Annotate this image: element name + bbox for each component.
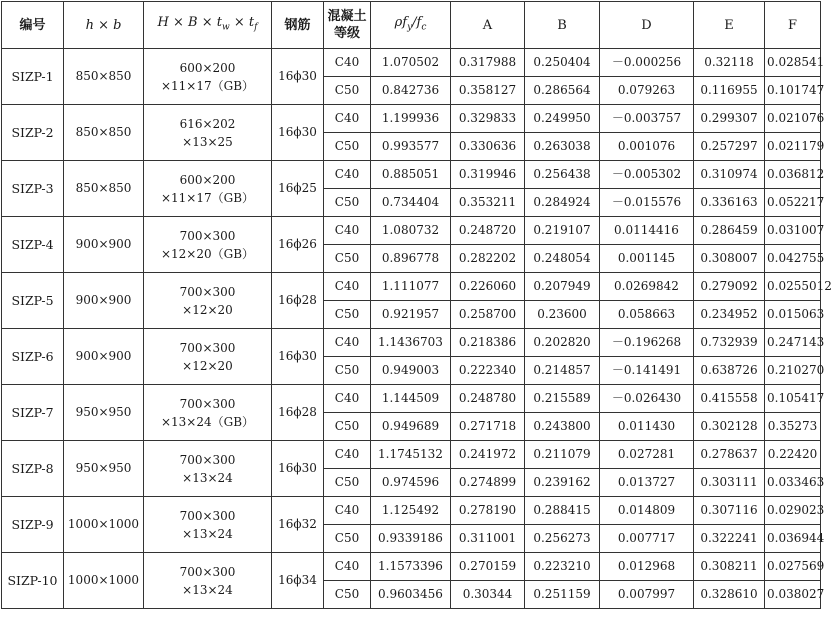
value-b: 0.202820: [525, 329, 600, 357]
table-header: [2, 2, 821, 49]
table-row: [2, 49, 821, 77]
concrete-grade: C40: [324, 161, 371, 189]
value-e: 0.336163: [694, 189, 765, 217]
value-e: 0.302128: [694, 413, 765, 441]
value-d: －0.003757: [600, 105, 694, 133]
value-b: 0.263038: [525, 133, 600, 161]
value-ratio: 1.111077: [371, 273, 451, 301]
section-size: 950×950: [64, 385, 144, 441]
section-size: 850×850: [64, 49, 144, 105]
value-f: 0.033463: [765, 469, 821, 497]
concrete-grade: C40: [324, 217, 371, 245]
value-d: 0.058663: [600, 301, 694, 329]
value-e: 0.322241: [694, 525, 765, 553]
concrete-grade: C50: [324, 469, 371, 497]
table-row: [2, 161, 821, 189]
specimen-id: SIZP-1: [2, 49, 64, 105]
value-a: 0.258700: [451, 301, 525, 329]
value-b: 0.249950: [525, 105, 600, 133]
value-b: 0.207949: [525, 273, 600, 301]
value-f: 0.036812: [765, 161, 821, 189]
value-a: 0.241972: [451, 441, 525, 469]
header-steel-section: $H \times B \times t_w \times t_f$: [144, 2, 272, 49]
value-f: 0.028541: [765, 49, 821, 77]
rebar: 16ϕ30: [272, 329, 324, 385]
value-ratio: 0.993577: [371, 133, 451, 161]
value-a: 0.274899: [451, 469, 525, 497]
table-row: [2, 497, 821, 525]
value-ratio: 0.896778: [371, 245, 451, 273]
value-b: 0.251159: [525, 581, 600, 609]
steel-section: 700×300 ×13×24: [144, 553, 272, 609]
concrete-grade: C50: [324, 581, 371, 609]
value-a: 0.222340: [451, 357, 525, 385]
rebar: 16ϕ25: [272, 161, 324, 217]
specimen-id: SIZP-5: [2, 273, 64, 329]
rebar: 16ϕ30: [272, 49, 324, 105]
value-ratio: 0.949003: [371, 357, 451, 385]
value-d: 0.014809: [600, 497, 694, 525]
concrete-grade: C40: [324, 105, 371, 133]
specimen-id: SIZP-7: [2, 385, 64, 441]
value-a: 0.353211: [451, 189, 525, 217]
value-d: －0.141491: [600, 357, 694, 385]
concrete-grade: C50: [324, 133, 371, 161]
header-concrete-grade: 混凝土 等级: [324, 2, 371, 49]
value-e: 0.279092: [694, 273, 765, 301]
parameter-table: [1, 1, 832, 609]
value-f: 0.036944: [765, 525, 821, 553]
concrete-grade: C40: [324, 441, 371, 469]
value-a: 0.278190: [451, 497, 525, 525]
steel-section: 600×200 ×11×17（GB）: [144, 161, 272, 217]
value-b: 0.239162: [525, 469, 600, 497]
specimen-id: SIZP-8: [2, 441, 64, 497]
concrete-grade: C50: [324, 77, 371, 105]
concrete-grade: C40: [324, 49, 371, 77]
value-a: 0.330636: [451, 133, 525, 161]
steel-section: 700×300 ×12×20（GB）: [144, 217, 272, 273]
value-d: 0.007997: [600, 581, 694, 609]
value-a: 0.218386: [451, 329, 525, 357]
concrete-grade: C50: [324, 413, 371, 441]
concrete-grade: C40: [324, 385, 371, 413]
table-row: [2, 217, 821, 245]
table-row: [2, 273, 821, 301]
value-e: 0.310974: [694, 161, 765, 189]
value-b: 0.250404: [525, 49, 600, 77]
specimen-id: SIZP-4: [2, 217, 64, 273]
value-b: 0.256273: [525, 525, 600, 553]
value-e: 0.308211: [694, 553, 765, 581]
rebar: 16ϕ30: [272, 105, 324, 161]
header-e: E: [694, 2, 765, 49]
value-e: 0.308007: [694, 245, 765, 273]
value-d: 0.001145: [600, 245, 694, 273]
value-a: 0.271718: [451, 413, 525, 441]
value-f: 0.031007: [765, 217, 821, 245]
value-e: 0.732939: [694, 329, 765, 357]
value-e: 0.257297: [694, 133, 765, 161]
concrete-grade: C50: [324, 245, 371, 273]
value-d: 0.079263: [600, 77, 694, 105]
steel-section: 700×300 ×12×20: [144, 329, 272, 385]
value-e: 0.638726: [694, 357, 765, 385]
value-ratio: 1.125492: [371, 497, 451, 525]
value-b: 0.256438: [525, 161, 600, 189]
specimen-id: SIZP-10: [2, 553, 64, 609]
value-b: 0.219107: [525, 217, 600, 245]
rebar: 16ϕ32: [272, 497, 324, 553]
value-b: 0.243800: [525, 413, 600, 441]
value-ratio: 0.921957: [371, 301, 451, 329]
value-f: 0.021179: [765, 133, 821, 161]
value-b: 0.214857: [525, 357, 600, 385]
value-f: 0.0255012: [765, 273, 821, 301]
value-a: 0.317988: [451, 49, 525, 77]
specimen-id: SIZP-9: [2, 497, 64, 553]
concrete-grade: C50: [324, 301, 371, 329]
value-d: 0.012968: [600, 553, 694, 581]
header-reinforcement-ratio: $\rho f_y/f_c$: [371, 2, 451, 49]
value-e: 0.32118: [694, 49, 765, 77]
value-e: 0.286459: [694, 217, 765, 245]
value-ratio: 1.080732: [371, 217, 451, 245]
rebar: 16ϕ30: [272, 441, 324, 497]
value-ratio: 1.1573396: [371, 553, 451, 581]
value-b: 0.248054: [525, 245, 600, 273]
concrete-grade: C40: [324, 273, 371, 301]
section-size: 950×950: [64, 441, 144, 497]
section-size: 1000×1000: [64, 497, 144, 553]
table-row: [2, 329, 821, 357]
header-rebar: 钢筋: [272, 2, 324, 49]
header-a: A: [451, 2, 525, 49]
concrete-grade: C40: [324, 553, 371, 581]
header-d: D: [600, 2, 694, 49]
section-size: 850×850: [64, 105, 144, 161]
steel-section: 616×202 ×13×25: [144, 105, 272, 161]
value-d: －0.015576: [600, 189, 694, 217]
value-b: 0.286564: [525, 77, 600, 105]
value-f: 0.038027: [765, 581, 821, 609]
value-b: 0.215589: [525, 385, 600, 413]
value-d: 0.001076: [600, 133, 694, 161]
value-d: 0.027281: [600, 441, 694, 469]
section-size: 900×900: [64, 273, 144, 329]
value-f: 0.101747: [765, 77, 821, 105]
value-ratio: 1.1745132: [371, 441, 451, 469]
value-ratio: 0.9339186: [371, 525, 451, 553]
value-ratio: 0.949689: [371, 413, 451, 441]
value-d: －0.026430: [600, 385, 694, 413]
table-body: [2, 49, 832, 609]
table-row: [2, 385, 821, 413]
rebar: 16ϕ26: [272, 217, 324, 273]
value-a: 0.248780: [451, 385, 525, 413]
value-d: 0.007717: [600, 525, 694, 553]
concrete-grade: C40: [324, 329, 371, 357]
value-b: 0.223210: [525, 553, 600, 581]
value-a: 0.282202: [451, 245, 525, 273]
value-d: 0.011430: [600, 413, 694, 441]
value-d: 0.013727: [600, 469, 694, 497]
value-e: 0.278637: [694, 441, 765, 469]
value-f: 0.042755: [765, 245, 821, 273]
specimen-id: SIZP-3: [2, 161, 64, 217]
value-e: 0.234952: [694, 301, 765, 329]
value-ratio: 1.199936: [371, 105, 451, 133]
value-e: 0.415558: [694, 385, 765, 413]
value-b: 0.288415: [525, 497, 600, 525]
value-a: 0.358127: [451, 77, 525, 105]
value-f: 0.210270: [765, 357, 821, 385]
section-size: 1000×1000: [64, 553, 144, 609]
value-d: 0.0114416: [600, 217, 694, 245]
value-a: 0.226060: [451, 273, 525, 301]
specimen-id: SIZP-6: [2, 329, 64, 385]
value-ratio: 0.885051: [371, 161, 451, 189]
value-f: 0.247143: [765, 329, 821, 357]
value-ratio: 1.1436703: [371, 329, 451, 357]
steel-section: 700×300 ×12×20: [144, 273, 272, 329]
value-ratio: 1.070502: [371, 49, 451, 77]
value-f: 0.35273: [765, 413, 821, 441]
value-f: 0.052217: [765, 189, 821, 217]
concrete-grade: C50: [324, 189, 371, 217]
value-b: 0.23600: [525, 301, 600, 329]
value-ratio: 1.144509: [371, 385, 451, 413]
value-f: 0.22420: [765, 441, 821, 469]
concrete-grade: C50: [324, 525, 371, 553]
specimen-id: SIZP-2: [2, 105, 64, 161]
steel-section: 700×300 ×13×24（GB）: [144, 385, 272, 441]
value-e: 0.116955: [694, 77, 765, 105]
table-row: [2, 441, 821, 469]
steel-section: 700×300 ×13×24: [144, 441, 272, 497]
value-b: 0.284924: [525, 189, 600, 217]
value-a: 0.248720: [451, 217, 525, 245]
header-b: B: [525, 2, 600, 49]
section-size: 900×900: [64, 329, 144, 385]
concrete-grade: C40: [324, 497, 371, 525]
value-a: 0.311001: [451, 525, 525, 553]
value-f: 0.021076: [765, 105, 821, 133]
value-f: 0.029023: [765, 497, 821, 525]
table-row: [2, 105, 821, 133]
steel-section: 600×200 ×11×17（GB）: [144, 49, 272, 105]
value-f: 0.015063: [765, 301, 821, 329]
rebar: 16ϕ28: [272, 385, 324, 441]
rebar: 16ϕ28: [272, 273, 324, 329]
value-d: －0.000256: [600, 49, 694, 77]
section-size: 850×850: [64, 161, 144, 217]
header-id: 编号: [2, 2, 64, 49]
section-size: 900×900: [64, 217, 144, 273]
rebar: 16ϕ34: [272, 553, 324, 609]
value-a: 0.319946: [451, 161, 525, 189]
value-e: 0.328610: [694, 581, 765, 609]
value-ratio: 0.9603456: [371, 581, 451, 609]
value-ratio: 0.974596: [371, 469, 451, 497]
value-e: 0.303111: [694, 469, 765, 497]
value-a: 0.329833: [451, 105, 525, 133]
value-b: 0.211079: [525, 441, 600, 469]
value-e: 0.299307: [694, 105, 765, 133]
value-f: 0.105417: [765, 385, 821, 413]
concrete-grade: C50: [324, 357, 371, 385]
value-d: －0.005302: [600, 161, 694, 189]
value-d: －0.196268: [600, 329, 694, 357]
steel-section: 700×300 ×13×24: [144, 497, 272, 553]
value-a: 0.30344: [451, 581, 525, 609]
value-a: 0.270159: [451, 553, 525, 581]
value-f: 0.027569: [765, 553, 821, 581]
table-row: [2, 553, 821, 581]
header-section-size: h × b: [64, 2, 144, 49]
value-e: 0.307116: [694, 497, 765, 525]
header-f: F: [765, 2, 821, 49]
value-d: 0.0269842: [600, 273, 694, 301]
value-ratio: 0.734404: [371, 189, 451, 217]
value-ratio: 0.842736: [371, 77, 451, 105]
